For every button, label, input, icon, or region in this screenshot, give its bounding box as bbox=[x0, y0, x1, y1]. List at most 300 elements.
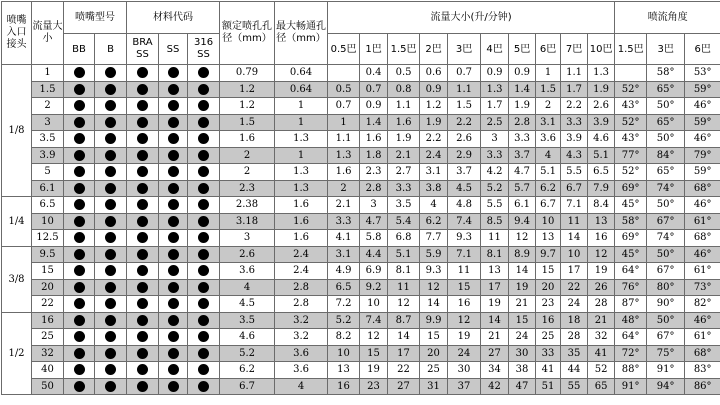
filled-circle-icon bbox=[105, 331, 116, 342]
flow-value-cell: 4.9 bbox=[328, 263, 360, 280]
availability-cell bbox=[64, 147, 95, 164]
flow-value-cell: 7.4 bbox=[448, 213, 481, 230]
header-pressure: 2巴 bbox=[420, 34, 448, 65]
filled-circle-icon bbox=[168, 381, 179, 392]
flow-value-cell: 1.2 bbox=[420, 98, 448, 115]
flow-value-cell: 31 bbox=[420, 378, 448, 395]
spray-angle-cell: 50° bbox=[647, 246, 685, 263]
flow-value-cell: 1.8 bbox=[360, 147, 388, 164]
filled-circle-icon bbox=[105, 216, 116, 227]
header-flow-size: 流量大小 bbox=[32, 2, 64, 65]
filled-circle-icon bbox=[137, 364, 148, 375]
availability-cell bbox=[95, 131, 127, 148]
inlet-size-cell: 1/2 bbox=[2, 312, 32, 395]
availability-cell bbox=[188, 230, 220, 247]
flow-value-cell: 7.4 bbox=[360, 312, 388, 329]
max-passage-cell: 2.8 bbox=[275, 296, 328, 313]
flow-value-cell: 23 bbox=[360, 378, 388, 395]
availability-cell bbox=[188, 312, 220, 329]
flow-value-cell: 7.1 bbox=[561, 197, 588, 214]
table-row bbox=[2, 312, 720, 329]
availability-cell bbox=[159, 329, 188, 346]
spray-angle-cell: 67° bbox=[647, 213, 685, 230]
max-passage-cell: 2.4 bbox=[275, 263, 328, 280]
filled-circle-icon bbox=[168, 249, 179, 260]
flow-value-cell: 12 bbox=[360, 329, 388, 346]
availability-cell bbox=[127, 263, 159, 280]
filled-circle-icon bbox=[137, 331, 148, 342]
spray-angle-cell: 50° bbox=[647, 131, 685, 148]
table-row bbox=[2, 263, 720, 280]
flow-value-cell: 6.1 bbox=[509, 197, 536, 214]
flow-value-cell: 21 bbox=[509, 296, 536, 313]
flow-value-cell: 8.1 bbox=[388, 263, 420, 280]
spray-angle-cell: 68° bbox=[685, 180, 720, 197]
availability-cell bbox=[95, 246, 127, 263]
flow-value-cell: 1.1 bbox=[561, 65, 588, 82]
filled-circle-icon bbox=[137, 216, 148, 227]
availability-cell bbox=[95, 296, 127, 313]
filled-circle-icon bbox=[105, 315, 116, 326]
flow-value-cell: 11 bbox=[448, 263, 481, 280]
flow-value-cell: 0.5 bbox=[328, 81, 360, 98]
flow-size-cell: 2 bbox=[32, 98, 64, 115]
flow-value-cell: 9.3 bbox=[448, 230, 481, 247]
flow-value-cell: 28 bbox=[588, 296, 615, 313]
header-nozzle-bb: BB bbox=[64, 34, 95, 65]
filled-circle-icon bbox=[74, 232, 85, 243]
flow-value-cell: 2.1 bbox=[388, 147, 420, 164]
rated-orifice-cell: 3.5 bbox=[220, 312, 275, 329]
availability-cell bbox=[64, 345, 95, 362]
flow-value-cell: 1.4 bbox=[509, 81, 536, 98]
spray-angle-cell: 65° bbox=[647, 81, 685, 98]
filled-circle-icon bbox=[105, 84, 116, 95]
filled-circle-icon bbox=[105, 150, 116, 161]
max-passage-cell: 0.64 bbox=[275, 81, 328, 98]
availability-cell bbox=[159, 279, 188, 296]
flow-value-cell: 12 bbox=[588, 246, 615, 263]
table-row bbox=[2, 114, 720, 131]
availability-cell bbox=[127, 378, 159, 395]
flow-value-cell: 28 bbox=[561, 329, 588, 346]
flow-value-cell: 0.9 bbox=[420, 81, 448, 98]
flow-value-cell: 18 bbox=[561, 312, 588, 329]
flow-value-cell: 15 bbox=[509, 312, 536, 329]
filled-circle-icon bbox=[105, 183, 116, 194]
max-passage-cell: 0.64 bbox=[275, 65, 328, 82]
flow-value-cell: 14 bbox=[420, 296, 448, 313]
flow-value-cell: 1.9 bbox=[420, 114, 448, 131]
header-material-316ss: 316 SS bbox=[188, 34, 220, 65]
flow-value-cell: 2.6 bbox=[588, 98, 615, 115]
header-pressure: 1巴 bbox=[360, 34, 388, 65]
spray-angle-cell: 69° bbox=[615, 180, 647, 197]
flow-size-cell: 10 bbox=[32, 213, 64, 230]
availability-cell bbox=[64, 312, 95, 329]
flow-value-cell: 12 bbox=[448, 312, 481, 329]
availability-cell bbox=[188, 197, 220, 214]
availability-cell bbox=[127, 147, 159, 164]
header-material-ss: SS bbox=[159, 34, 188, 65]
filled-circle-icon bbox=[74, 150, 85, 161]
flow-size-cell: 22 bbox=[32, 296, 64, 313]
availability-cell bbox=[127, 296, 159, 313]
flow-value-cell: 0.4 bbox=[360, 65, 388, 82]
flow-size-cell: 25 bbox=[32, 329, 64, 346]
flow-value-cell: 21 bbox=[588, 312, 615, 329]
flow-value-cell: 4.6 bbox=[588, 131, 615, 148]
filled-circle-icon bbox=[198, 183, 209, 194]
flow-value-cell: 1.6 bbox=[328, 164, 360, 181]
spray-angle-cell bbox=[615, 65, 647, 82]
availability-cell bbox=[64, 81, 95, 98]
filled-circle-icon bbox=[198, 381, 209, 392]
flow-value-cell: 16 bbox=[588, 230, 615, 247]
flow-value-cell: 6.9 bbox=[360, 263, 388, 280]
filled-circle-icon bbox=[137, 183, 148, 194]
flow-value-cell: 1.9 bbox=[588, 81, 615, 98]
flow-value-cell: 16 bbox=[328, 378, 360, 395]
rated-orifice-cell: 1.2 bbox=[220, 98, 275, 115]
flow-value-cell: 3.6 bbox=[536, 131, 561, 148]
flow-size-cell: 32 bbox=[32, 345, 64, 362]
filled-circle-icon bbox=[198, 249, 209, 260]
flow-value-cell: 22 bbox=[561, 279, 588, 296]
flow-value-cell: 10 bbox=[536, 213, 561, 230]
availability-cell bbox=[159, 378, 188, 395]
filled-circle-icon bbox=[168, 298, 179, 309]
spray-angle-cell: 50° bbox=[647, 197, 685, 214]
rated-orifice-cell: 1.5 bbox=[220, 114, 275, 131]
table-row bbox=[2, 180, 720, 197]
max-passage-cell: 4 bbox=[275, 378, 328, 395]
flow-value-cell: 10 bbox=[561, 246, 588, 263]
flow-value-cell: 4.4 bbox=[360, 246, 388, 263]
availability-cell bbox=[188, 329, 220, 346]
availability-cell bbox=[127, 65, 159, 82]
availability-cell bbox=[159, 131, 188, 148]
flow-value-cell: 12 bbox=[388, 296, 420, 313]
header-pressure: 7巴 bbox=[561, 34, 588, 65]
header-material-bra-ss: BRA SS bbox=[127, 34, 159, 65]
availability-cell bbox=[127, 312, 159, 329]
availability-cell bbox=[127, 81, 159, 98]
filled-circle-icon bbox=[198, 282, 209, 293]
filled-circle-icon bbox=[105, 298, 116, 309]
availability-cell bbox=[159, 180, 188, 197]
max-passage-cell: 3.2 bbox=[275, 329, 328, 346]
flow-value-cell: 24 bbox=[509, 329, 536, 346]
flow-value-cell: 14 bbox=[481, 312, 509, 329]
flow-value-cell: 5.4 bbox=[388, 213, 420, 230]
flow-value-cell: 0.9 bbox=[360, 98, 388, 115]
availability-cell bbox=[127, 329, 159, 346]
filled-circle-icon bbox=[168, 183, 179, 194]
table-row bbox=[2, 329, 720, 346]
flow-value-cell: 24 bbox=[561, 296, 588, 313]
header-pressure: 3巴 bbox=[448, 34, 481, 65]
header-angle-pressure: 1.5巴 bbox=[615, 34, 647, 65]
flow-value-cell: 13 bbox=[328, 362, 360, 379]
spray-angle-cell: 45° bbox=[615, 246, 647, 263]
flow-value-cell: 1.1 bbox=[328, 131, 360, 148]
flow-value-cell: 3.3 bbox=[388, 180, 420, 197]
flow-value-cell: 14 bbox=[509, 263, 536, 280]
max-passage-cell: 3.6 bbox=[275, 362, 328, 379]
header-pressure: 0.5巴 bbox=[328, 34, 360, 65]
flow-value-cell: 37 bbox=[448, 378, 481, 395]
availability-cell bbox=[127, 246, 159, 263]
availability-cell bbox=[159, 213, 188, 230]
flow-value-cell: 51 bbox=[536, 378, 561, 395]
rated-orifice-cell: 6.2 bbox=[220, 362, 275, 379]
flow-size-cell: 16 bbox=[32, 312, 64, 329]
availability-cell bbox=[95, 81, 127, 98]
flow-value-cell: 11 bbox=[481, 230, 509, 247]
availability-cell bbox=[95, 180, 127, 197]
flow-value-cell: 1.6 bbox=[360, 131, 388, 148]
max-passage-cell: 3.2 bbox=[275, 312, 328, 329]
availability-cell bbox=[127, 197, 159, 214]
availability-cell bbox=[159, 147, 188, 164]
flow-size-cell: 6.1 bbox=[32, 180, 64, 197]
filled-circle-icon bbox=[74, 199, 85, 210]
availability-cell bbox=[95, 197, 127, 214]
availability-cell bbox=[159, 246, 188, 263]
flow-value-cell: 4.3 bbox=[561, 147, 588, 164]
flow-value-cell: 2.8 bbox=[509, 114, 536, 131]
flow-value-cell: 4.1 bbox=[328, 230, 360, 247]
max-passage-cell: 1.3 bbox=[275, 180, 328, 197]
max-passage-cell: 1.6 bbox=[275, 197, 328, 214]
header-nozzle-type: 喷嘴型号 bbox=[64, 2, 127, 34]
filled-circle-icon bbox=[198, 265, 209, 276]
flow-value-cell: 9.2 bbox=[360, 279, 388, 296]
filled-circle-icon bbox=[105, 166, 116, 177]
availability-cell bbox=[127, 164, 159, 181]
flow-value-cell: 2.7 bbox=[388, 164, 420, 181]
filled-circle-icon bbox=[137, 315, 148, 326]
filled-circle-icon bbox=[137, 117, 148, 128]
filled-circle-icon bbox=[105, 100, 116, 111]
availability-cell bbox=[64, 114, 95, 131]
flow-value-cell: 4.5 bbox=[448, 180, 481, 197]
availability-cell bbox=[159, 81, 188, 98]
flow-value-cell: 0.7 bbox=[360, 81, 388, 98]
flow-size-cell: 1 bbox=[32, 65, 64, 82]
availability-cell bbox=[188, 345, 220, 362]
max-passage-cell: 1 bbox=[275, 114, 328, 131]
spray-angle-cell: 86° bbox=[685, 378, 720, 395]
header-pressure: 4巴 bbox=[481, 34, 509, 65]
flow-value-cell: 3.7 bbox=[509, 147, 536, 164]
flow-value-cell: 19 bbox=[448, 329, 481, 346]
spray-angle-cell: 79° bbox=[685, 147, 720, 164]
spray-angle-cell: 43° bbox=[615, 98, 647, 115]
availability-cell bbox=[64, 98, 95, 115]
flow-size-cell: 12.5 bbox=[32, 230, 64, 247]
filled-circle-icon bbox=[137, 265, 148, 276]
spray-angle-cell: 68° bbox=[685, 345, 720, 362]
spray-angle-cell: 50° bbox=[647, 312, 685, 329]
rated-orifice-cell: 6.7 bbox=[220, 378, 275, 395]
header-pressure: 1.5巴 bbox=[388, 34, 420, 65]
table-row bbox=[2, 362, 720, 379]
flow-size-cell: 3.9 bbox=[32, 147, 64, 164]
spray-angle-cell: 61° bbox=[685, 213, 720, 230]
spray-angle-cell: 58° bbox=[647, 65, 685, 82]
flow-value-cell: 1.3 bbox=[481, 81, 509, 98]
flow-value-cell: 14 bbox=[561, 230, 588, 247]
header-max-passage: 最大畅通孔径（mm） bbox=[275, 2, 328, 65]
spray-angle-cell: 46° bbox=[685, 246, 720, 263]
flow-value-cell: 5.5 bbox=[481, 197, 509, 214]
flow-value-cell: 20 bbox=[536, 279, 561, 296]
flow-value-cell: 6.5 bbox=[588, 164, 615, 181]
flow-value-cell: 5.8 bbox=[360, 230, 388, 247]
availability-cell bbox=[64, 296, 95, 313]
flow-value-cell: 44 bbox=[561, 362, 588, 379]
spray-angle-cell: 65° bbox=[647, 114, 685, 131]
spray-angle-cell: 68° bbox=[685, 230, 720, 247]
header-angle-pressure: 6巴 bbox=[685, 34, 720, 65]
flow-value-cell: 17 bbox=[388, 345, 420, 362]
availability-cell bbox=[127, 279, 159, 296]
filled-circle-icon bbox=[137, 133, 148, 144]
flow-value-cell: 3.3 bbox=[509, 131, 536, 148]
availability-cell bbox=[159, 345, 188, 362]
header-inlet: 喷嘴入口接头 bbox=[2, 2, 32, 65]
filled-circle-icon bbox=[168, 315, 179, 326]
filled-circle-icon bbox=[74, 216, 85, 227]
rated-orifice-cell: 5.2 bbox=[220, 345, 275, 362]
spray-angle-cell: 94° bbox=[647, 378, 685, 395]
spray-angle-cell: 45° bbox=[615, 197, 647, 214]
filled-circle-icon bbox=[198, 364, 209, 375]
availability-cell bbox=[64, 131, 95, 148]
rated-orifice-cell: 4 bbox=[220, 279, 275, 296]
availability-cell bbox=[64, 180, 95, 197]
rated-orifice-cell: 1.2 bbox=[220, 81, 275, 98]
flow-value-cell: 19 bbox=[509, 279, 536, 296]
flow-value-cell: 3.1 bbox=[536, 114, 561, 131]
flow-value-cell: 6.2 bbox=[420, 213, 448, 230]
table-row bbox=[2, 279, 720, 296]
rated-orifice-cell: 4.5 bbox=[220, 296, 275, 313]
flow-value-cell: 42 bbox=[481, 378, 509, 395]
table-row bbox=[2, 147, 720, 164]
spray-angle-cell: 87° bbox=[615, 296, 647, 313]
flow-value-cell: 24 bbox=[448, 345, 481, 362]
filled-circle-icon bbox=[137, 298, 148, 309]
filled-circle-icon bbox=[168, 166, 179, 177]
table-row bbox=[2, 230, 720, 247]
spray-angle-cell: 59° bbox=[685, 164, 720, 181]
spray-angle-cell: 64° bbox=[615, 329, 647, 346]
flow-value-cell: 5.2 bbox=[481, 180, 509, 197]
availability-cell bbox=[188, 98, 220, 115]
flow-value-cell: 4.7 bbox=[360, 213, 388, 230]
filled-circle-icon bbox=[198, 84, 209, 95]
flow-value-cell: 13 bbox=[536, 230, 561, 247]
flow-value-cell: 16 bbox=[448, 296, 481, 313]
flow-value-cell: 5.5 bbox=[561, 164, 588, 181]
flow-value-cell: 34 bbox=[481, 362, 509, 379]
spray-angle-cell: 73° bbox=[685, 279, 720, 296]
availability-cell bbox=[64, 65, 95, 82]
table-row bbox=[2, 197, 720, 214]
flow-value-cell: 7.2 bbox=[328, 296, 360, 313]
flow-value-cell: 8.1 bbox=[481, 246, 509, 263]
availability-cell bbox=[64, 329, 95, 346]
flow-value-cell: 0.9 bbox=[481, 65, 509, 82]
filled-circle-icon bbox=[198, 348, 209, 359]
spray-angle-cell: 61° bbox=[685, 263, 720, 280]
filled-circle-icon bbox=[137, 67, 148, 78]
filled-circle-icon bbox=[74, 364, 85, 375]
spray-angle-cell: 43° bbox=[615, 131, 647, 148]
flow-value-cell: 13 bbox=[481, 263, 509, 280]
flow-value-cell: 25 bbox=[420, 362, 448, 379]
flow-value-cell: 6.5 bbox=[328, 279, 360, 296]
flow-value-cell: 19 bbox=[481, 296, 509, 313]
flow-value-cell: 4.2 bbox=[481, 164, 509, 181]
flow-size-cell: 40 bbox=[32, 362, 64, 379]
flow-value-cell: 1.9 bbox=[509, 98, 536, 115]
table-row bbox=[2, 213, 720, 230]
spray-angle-cell: 74° bbox=[647, 180, 685, 197]
filled-circle-icon bbox=[198, 216, 209, 227]
spray-angle-cell: 52° bbox=[615, 114, 647, 131]
flow-value-cell: 22 bbox=[388, 362, 420, 379]
max-passage-cell: 1 bbox=[275, 98, 328, 115]
flow-value-cell: 15 bbox=[536, 263, 561, 280]
flow-size-cell: 3 bbox=[32, 114, 64, 131]
availability-cell bbox=[188, 279, 220, 296]
availability-cell bbox=[95, 362, 127, 379]
header-rated-orifice: 额定喷孔孔径（mm） bbox=[220, 2, 275, 65]
flow-size-cell: 6.5 bbox=[32, 197, 64, 214]
max-passage-cell: 2.4 bbox=[275, 246, 328, 263]
spray-angle-cell: 67° bbox=[647, 263, 685, 280]
flow-value-cell: 1 bbox=[328, 114, 360, 131]
flow-value-cell: 9.3 bbox=[420, 263, 448, 280]
flow-value-cell: 1.7 bbox=[481, 98, 509, 115]
availability-cell bbox=[64, 197, 95, 214]
availability-cell bbox=[159, 230, 188, 247]
availability-cell bbox=[95, 230, 127, 247]
flow-value-cell: 6.8 bbox=[388, 230, 420, 247]
filled-circle-icon bbox=[137, 381, 148, 392]
flow-value-cell: 0.7 bbox=[448, 65, 481, 82]
rated-orifice-cell: 3.6 bbox=[220, 263, 275, 280]
flow-value-cell: 8.9 bbox=[509, 246, 536, 263]
flow-value-cell: 19 bbox=[588, 263, 615, 280]
spray-angle-cell: 91° bbox=[647, 362, 685, 379]
rated-orifice-cell: 0.79 bbox=[220, 65, 275, 82]
rated-orifice-cell: 3 bbox=[220, 230, 275, 247]
availability-cell bbox=[95, 114, 127, 131]
rated-orifice-cell: 2.38 bbox=[220, 197, 275, 214]
table-row bbox=[2, 98, 720, 115]
availability-cell bbox=[127, 114, 159, 131]
filled-circle-icon bbox=[137, 150, 148, 161]
availability-cell bbox=[159, 296, 188, 313]
availability-cell bbox=[95, 378, 127, 395]
header-angle-pressure: 3巴 bbox=[647, 34, 685, 65]
max-passage-cell: 2.8 bbox=[275, 279, 328, 296]
